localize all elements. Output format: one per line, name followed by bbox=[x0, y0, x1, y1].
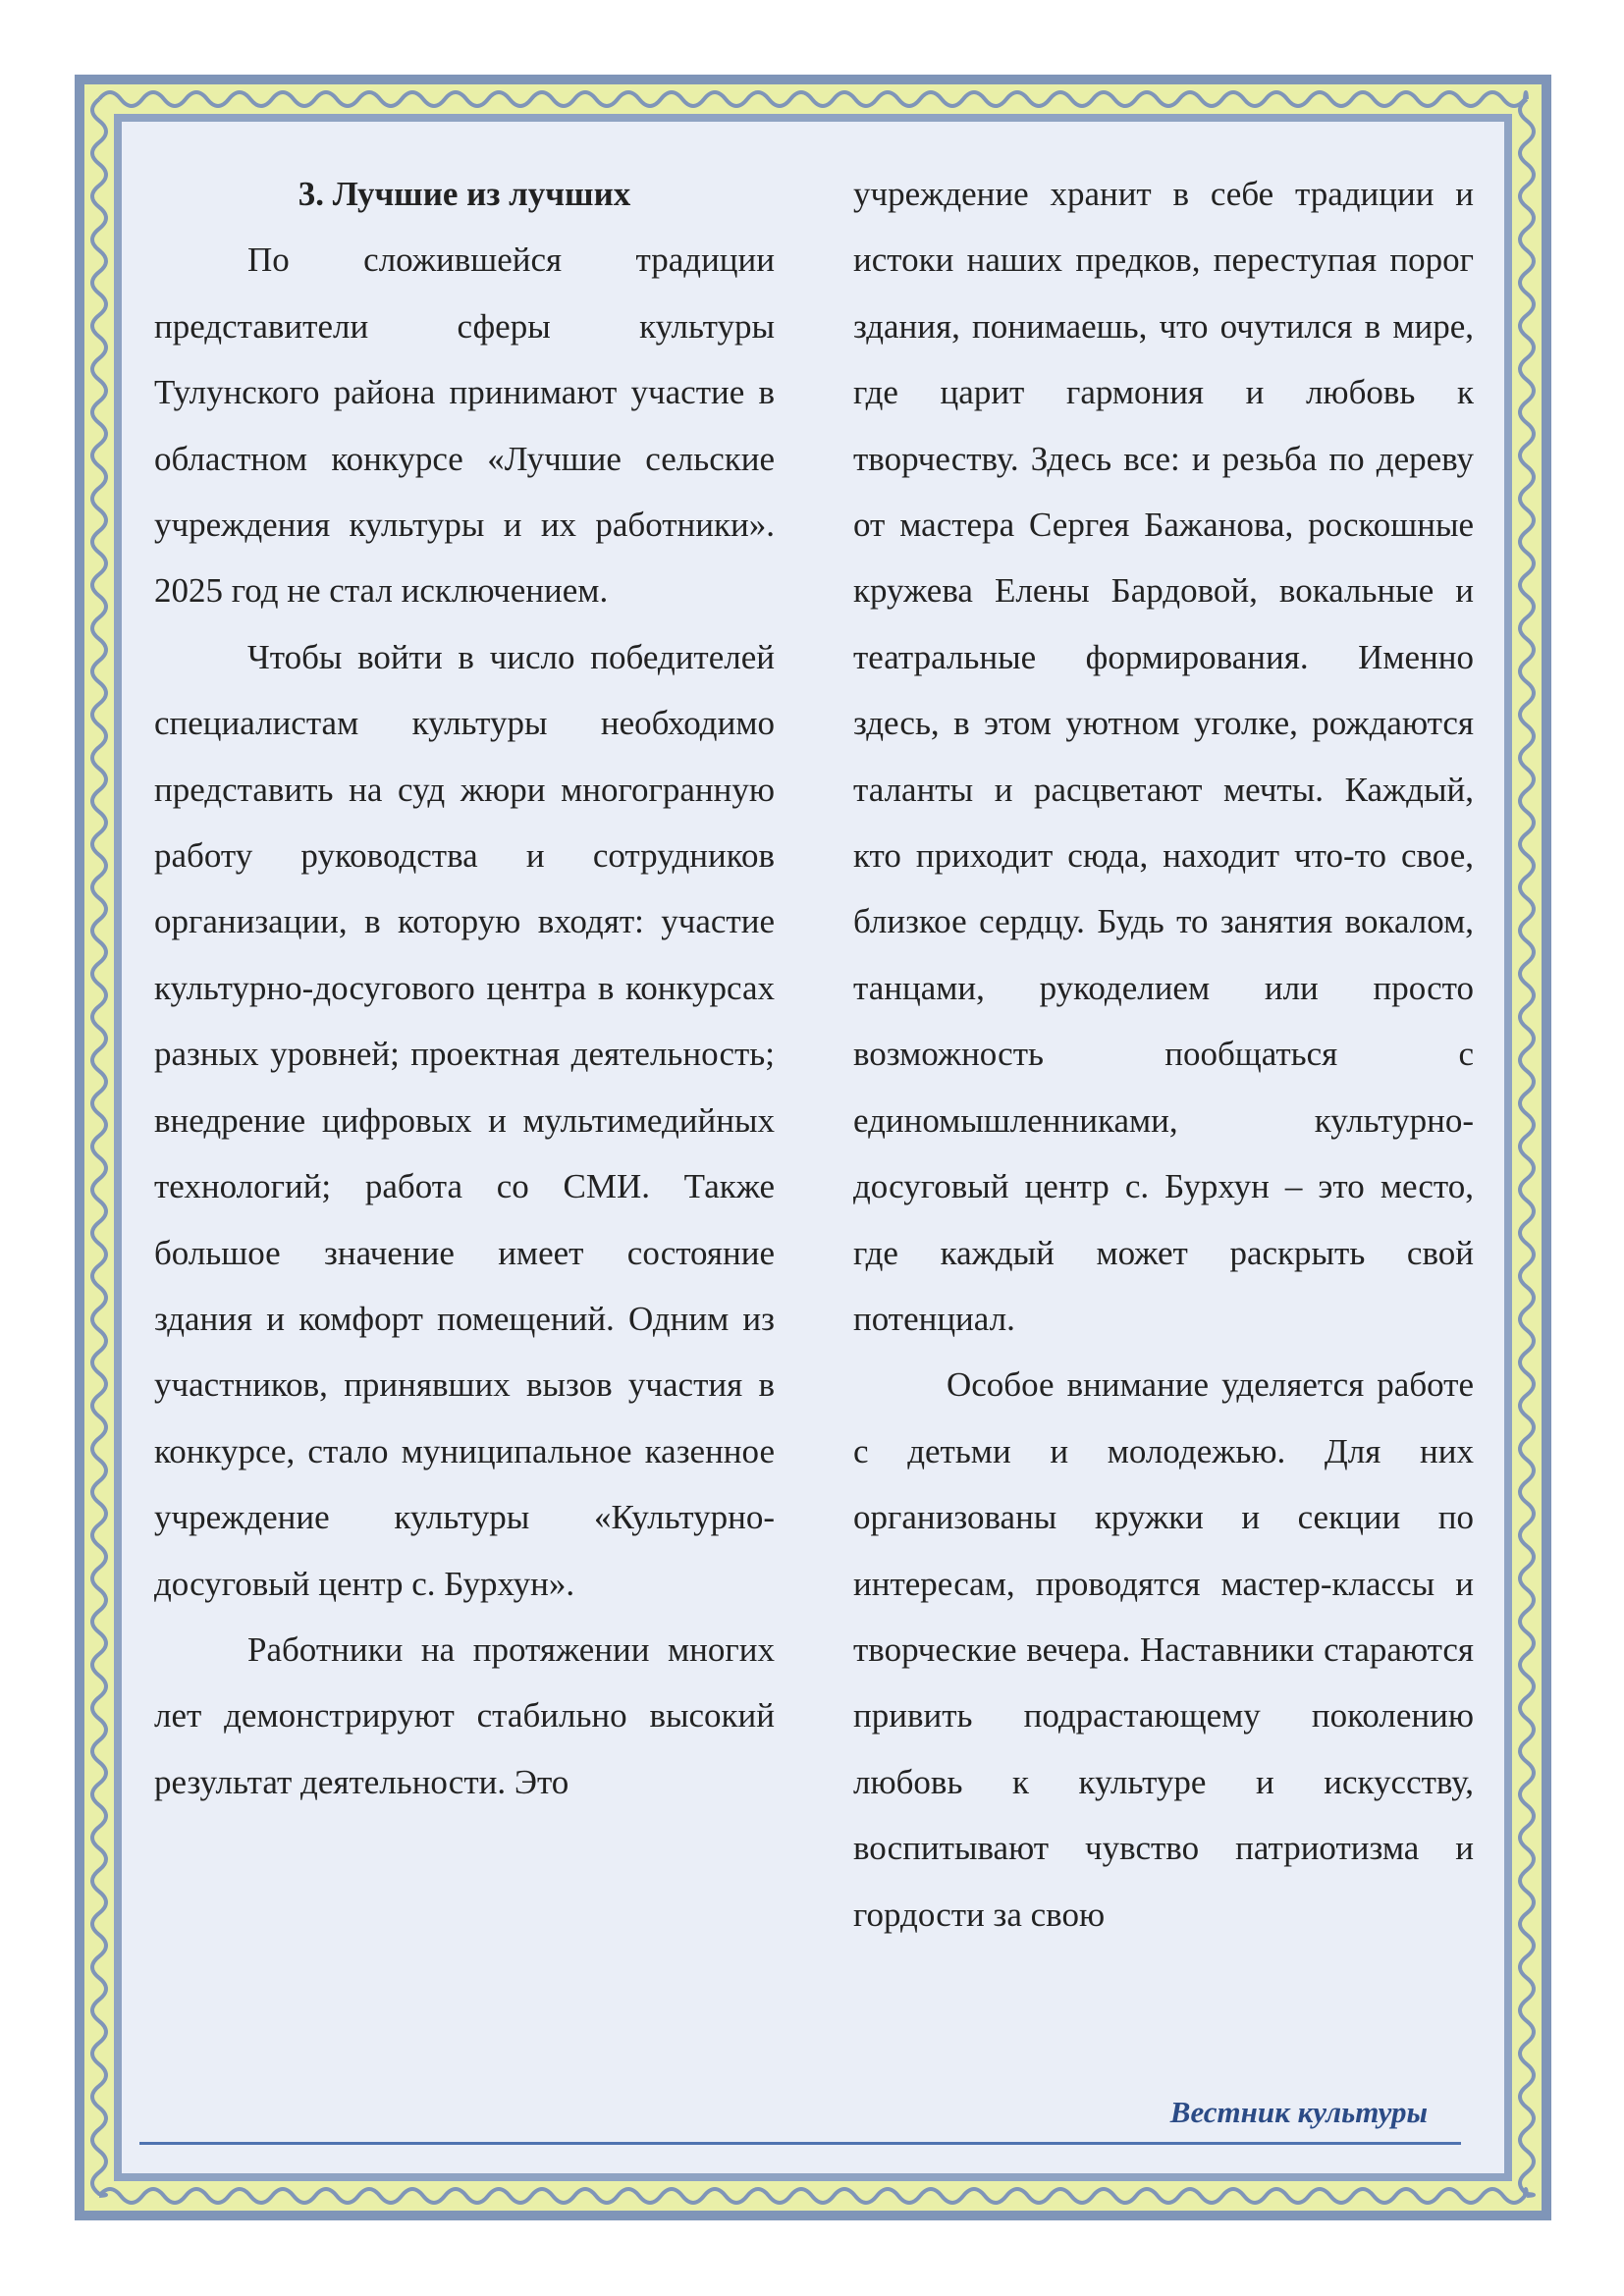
paragraph-workers-continued: учреждение хранит в себе традиции и истоки наших предков, переступая порог здания, понимаешь, что очутился в мире, где царит гармония и любовь к творчеству. Здесь все: и резьба по дереву от мастера Сергея Бажанова, роскошные кружева Елены Бардовой, вокальные и театральные формирования. Именно здесь, в этом уютном уголке, рождаются таланты и расцветают мечты. Каждый, кто приходит сюда, находит что-то свое, близкое сердцу. Будь то занятия вокалом, танцами, рукоделием или просто возможность пообщаться с единомышленниками, культурно-досуговый центр с. Бурхун – это место, где каждый может раскрыть свой потенциал. bbox=[853, 175, 1474, 1338]
right-column bbox=[853, 161, 1474, 1948]
paragraph-workers-start: Работники на протяжении многих лет демонстрируют стабильно высокий результат деятельности. Это bbox=[154, 1629, 775, 1801]
document-page bbox=[122, 122, 1504, 2173]
publication-title: Вестник культуры bbox=[1169, 2095, 1428, 2129]
footer-divider bbox=[139, 2142, 1461, 2145]
article-heading: 3. Лучшие из лучших bbox=[298, 175, 631, 213]
paragraph-youth: Особое внимание уделяется работе с детьми и молодежью. Для них организованы кружки и секции по интересам, проводятся мастер-классы и творческие вечера. Наставники стараются привить подрастающему поколению любовь к культуре и искусству, воспитывают чувство патриотизма и гордости за свою bbox=[853, 1365, 1474, 1934]
left-column bbox=[154, 161, 775, 1815]
paragraph-criteria: Чтобы войти в число победителей специалистам культуры необходимо представить на суд жюри многогранную работу руководства и сотрудников организации, в которую входят: участие культурно-досугового центра в конкурсах разных уровней; проектная деятельность; внедрение цифровых и мультимедийных технологий; работа со СМИ. Также большое значение имеет состояние здания и комфорт помещений. Одним из участников, принявших вызов участия в конкурсе, стало муниципальное казенное учреждение культуры «Культурно-досуговый центр с. Бурхун». bbox=[154, 637, 775, 1603]
paragraph-intro: По сложившейся традиции представители сферы культуры Тулунского района принимают участие в областном конкурсе «Лучшие сельские учреждения культуры и их работники». 2025 год не стал исключением. bbox=[154, 240, 775, 611]
